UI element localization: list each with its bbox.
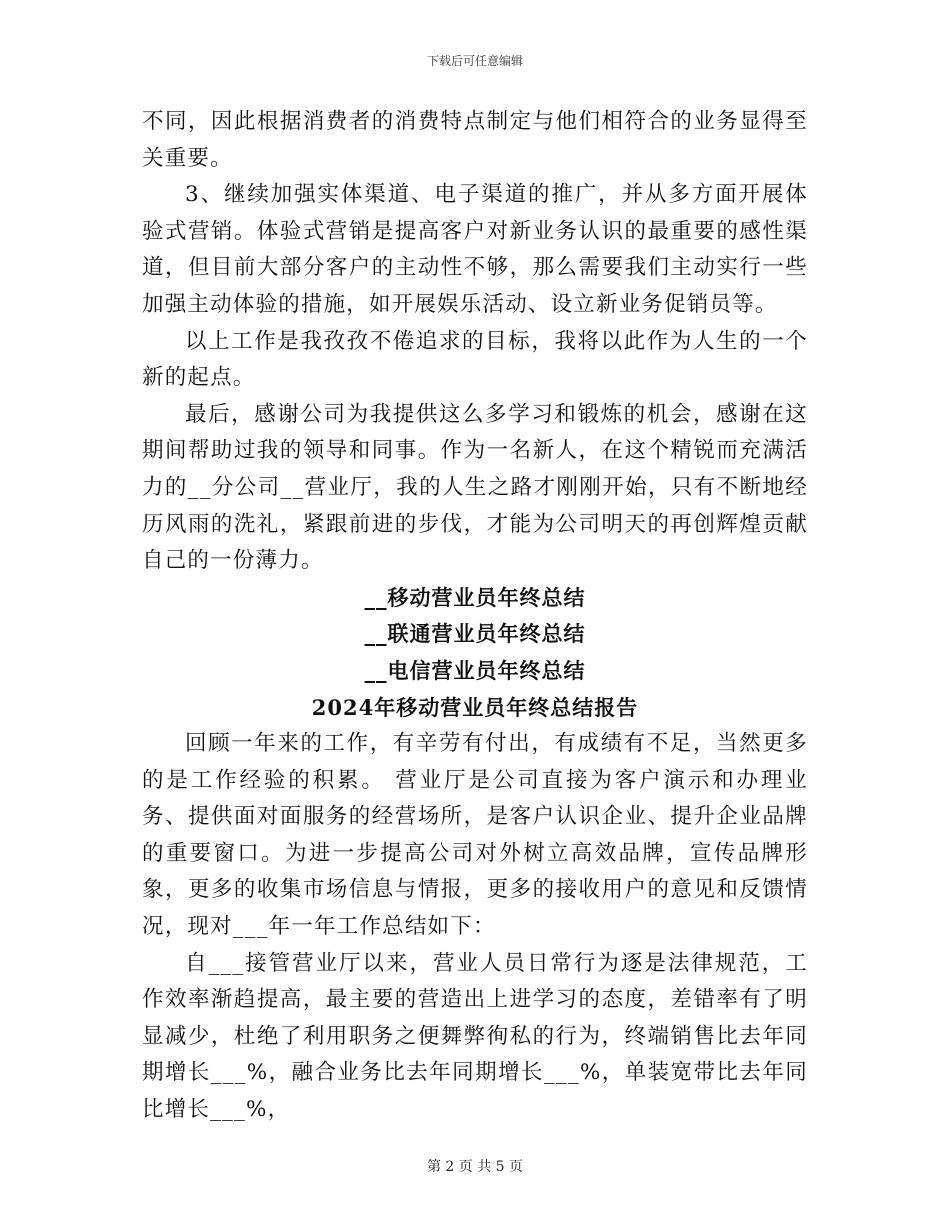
paragraph-goal: 以上工作是我孜孜不倦追求的目标，我将以此作为人生的一个新的起点。 bbox=[142, 328, 808, 391]
paragraph-results: 自___接管营业厅以来，营业人员日常行为逐是法律规范，工作效率渐趋提高，最主要的营造出上进学习的态度，差错率有了明显减少，杜绝了利用职务之便舞弊徇私的行为，终端销售比去年同期增长___%，融合业务比去年同期增长___%，单装宽带比去年同比增长___%， bbox=[142, 950, 808, 1123]
paragraph-continued: 不同，因此根据消费者的消费特点制定与他们相符合的业务显得至关重要。 bbox=[142, 109, 808, 171]
link-heading-telecom[interactable]: __电信营业员年终总结 bbox=[364, 657, 586, 683]
page-number: 第 2 页 共 5 页 bbox=[426, 1159, 524, 1175]
paragraph-review: 回顾一年来的工作，有辛劳有付出，有成绩有不足，当然更多的是工作经验的积累。 营业厅是公司直接为客户演示和办理业务、提供面对面服务的经营场所，是客户认识企业、提升企业品牌的重要窗口。为进一步提高公司对外树立高效品牌，宣传品牌形象，更多的收集市场信息与情报，更多的接收用户的意见和反馈情况，现对___年一年工作总结如下： bbox=[142, 731, 808, 940]
link-heading-unicom[interactable]: __联通营业员年终总结 bbox=[364, 621, 586, 647]
paragraph-item-3: 3、继续加强实体渠道、电子渠道的推广，并从多方面开展体验式营销。体验式营销是提高客户对新业务认识的最重要的感性渠道，但目前大部分客户的主动性不够，那么需要我们主动实行一些加强主动体验的措施，如开展娱乐活动、设立新业务促销员等。 bbox=[142, 182, 808, 317]
report-title: 2024年移动营业员年终总结报告 bbox=[311, 694, 639, 720]
paragraph-thanks: 最后，感谢公司为我提供这么多学习和锻炼的机会，感谢在这期间帮助过我的领导和同事。作为一名新人，在这个精锐而充满活力的__分公司__营业厅，我的人生之路才刚刚开始，只有不断地经历风雨的洗礼，紧跟前进的步伐，才能为公司明天的再创辉煌贡献自己的一份薄力。 bbox=[142, 401, 808, 574]
document-body bbox=[142, 104, 808, 1129]
link-heading-mobile[interactable]: __移动营业员年终总结 bbox=[364, 584, 586, 610]
page-header: 下载后可任意编辑 bbox=[426, 54, 523, 68]
